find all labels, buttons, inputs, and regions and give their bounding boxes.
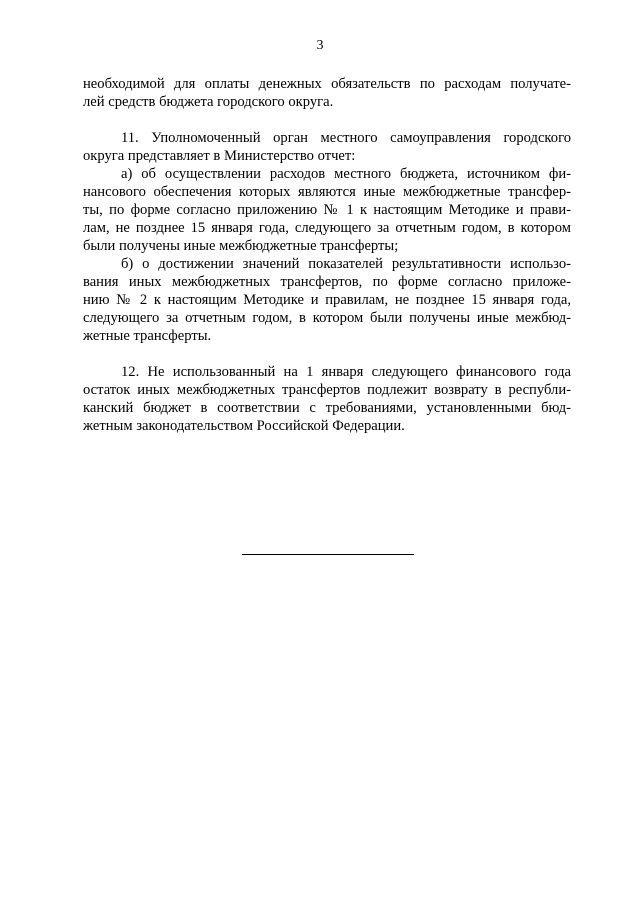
text-line: лам, не позднее 15 января года, следующего за отчетным годом, в котором: [83, 220, 571, 236]
paragraph-continuation: [83, 75, 571, 111]
subparagraph-11b: [83, 255, 571, 345]
text-line: а) об осуществлении расходов местного бюджета, источником фи-: [121, 166, 571, 182]
paragraph-spacer: [83, 111, 571, 129]
text-line: округа представляет в Министерство отчет:: [83, 148, 356, 164]
subparagraph-11a: [83, 165, 571, 255]
text-line: нансового обеспечения которых являются иные межбюджетные трансфер-: [83, 184, 571, 200]
text-line: необходимой для оплаты денежных обязательств по расходам получате-: [83, 76, 571, 92]
text-line: следующего за отчетным годом, в котором были получены иные межбюд-: [83, 310, 571, 326]
text-line: канский бюджет в соответствии с требованиями, установленными бюд-: [83, 400, 571, 416]
paragraph-clause-11: [83, 129, 571, 165]
text-line: остаток иных межбюджетных трансфертов подлежит возврату в республи-: [83, 382, 571, 398]
text-line: жетные трансферты.: [83, 328, 212, 344]
text-line: ты, по форме согласно приложению № 1 к настоящим Методике и прави-: [83, 202, 571, 218]
closing-divider-line: [242, 554, 414, 555]
text-line: были получены иные межбюджетные трансферты;: [83, 238, 399, 254]
document-body: [83, 75, 571, 435]
page-number: 3: [316, 38, 324, 53]
text-line: 11. Уполномоченный орган местного самоуправления городского: [121, 130, 571, 146]
text-line: нию № 2 к настоящим Методике и правилам, не позднее 15 января года,: [83, 292, 571, 308]
paragraph-spacer: [83, 345, 571, 363]
paragraph-clause-12: [83, 363, 571, 435]
text-line: 12. Не использованный на 1 января следующего финансового года: [121, 364, 571, 380]
text-line: б) о достижении значений показателей результативности использо-: [121, 256, 571, 272]
text-line: жетным законодательством Российской Федерации.: [83, 418, 405, 434]
text-line: лей средств бюджета городского округа.: [83, 94, 334, 110]
text-line: вания иных межбюджетных трансфертов, по форме согласно приложе-: [83, 274, 571, 290]
